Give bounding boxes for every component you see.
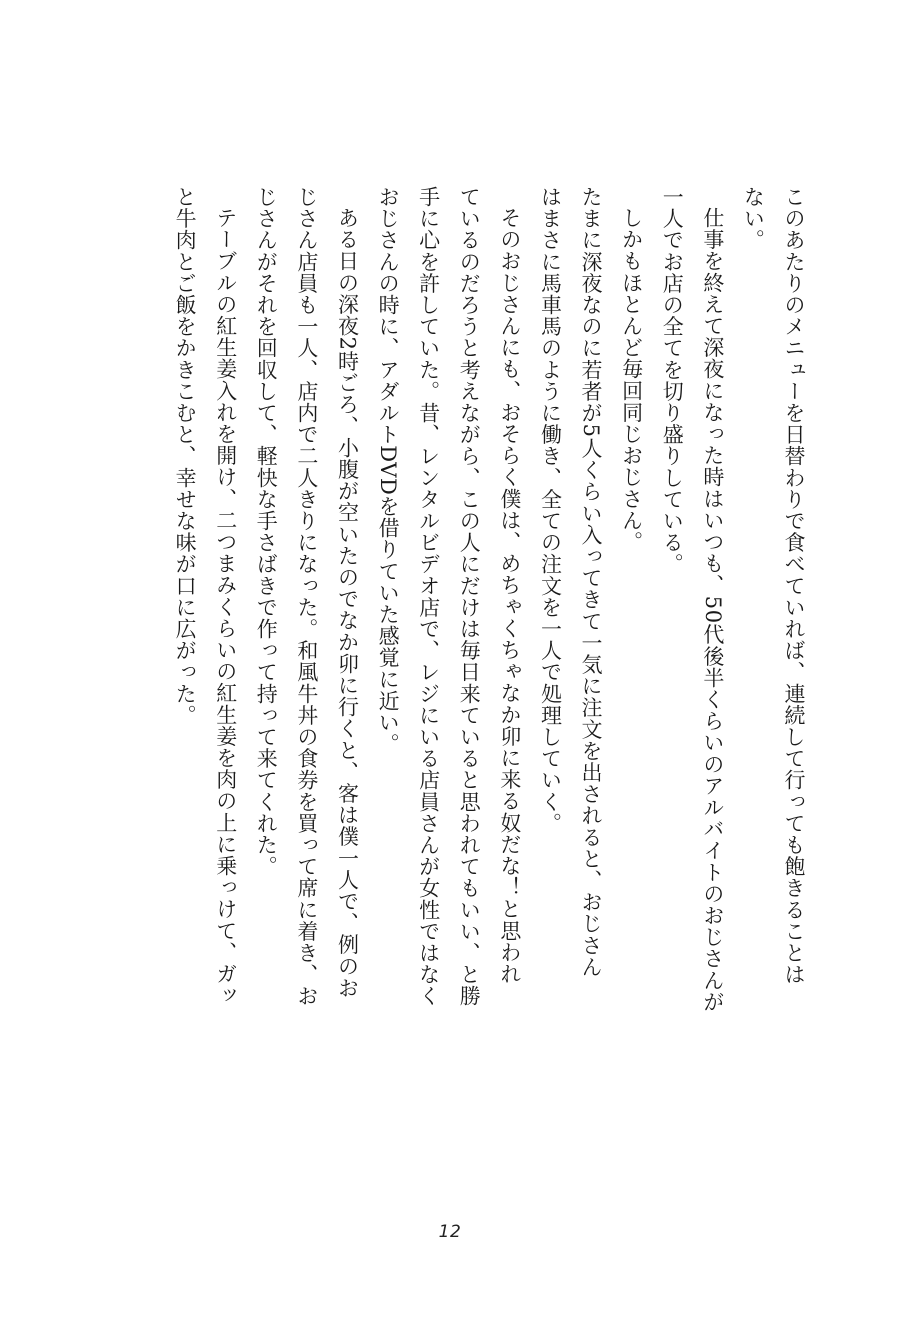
text-line-3: 仕事を終えて深夜になった時はいつも、50代後半くらいのアルバイトのおじさんが	[700, 207, 725, 1013]
vertical-text-body	[165, 186, 815, 1086]
text-line-1: このあたりのメニューを日替わりで食べていれば、連続して行っても飽きることは	[782, 186, 806, 986]
text-line-6: たまに深夜なのに若者が5人くらい入ってきて一気に注文を出されると、おじさん	[579, 186, 604, 978]
text-line-10: 手に心を許していた。昔、レンタルビデオ店で、レジにいる店員さんが女性ではなく	[416, 186, 441, 1007]
text-line-2: ない。	[741, 186, 766, 251]
text-line-9: ているのだろうと考えながら、この人にだけは毎日来ていると思われてもいい、と勝	[457, 186, 482, 1007]
text-line-16: と牛肉とご飯をかきこむと、幸せな味が口に広がった。	[173, 186, 198, 726]
text-line-14: じさんがそれを回収して、軽快な手さばきで作って持って来てくれた。	[254, 186, 279, 878]
page-number: 12	[438, 1222, 462, 1242]
text-line-8: そのおじさんにも、おそらく僕は、めちゃくちゃなか卯に来る奴だな！と思われ	[497, 207, 522, 985]
text-line-4: 一人でお店の全てを切り盛りしている。	[660, 186, 685, 575]
text-line-15: テーブルの紅生姜入れを開け、二つまみくらいの紅生姜を肉の上に乗っけて、ガッ	[213, 207, 238, 1007]
text-line-7: はまさに馬車馬のように働き、全ての注文を一人で処理していく。	[538, 186, 563, 834]
text-line-12: ある日の深夜2時ごろ、小腹が空いたのでなか卯に行くと、客は僕一人で、例のお	[335, 207, 360, 999]
text-line-5: しかもほとんど毎回同じおじさん。	[619, 207, 644, 553]
text-line-11: おじさんの時に、アダルトDVDを借りていた感覚に近い。	[376, 186, 401, 755]
text-line-13: じさん店員も一人、店内で二人きりになった。和風牛丼の食券を買って席に着き、お	[294, 186, 319, 1007]
